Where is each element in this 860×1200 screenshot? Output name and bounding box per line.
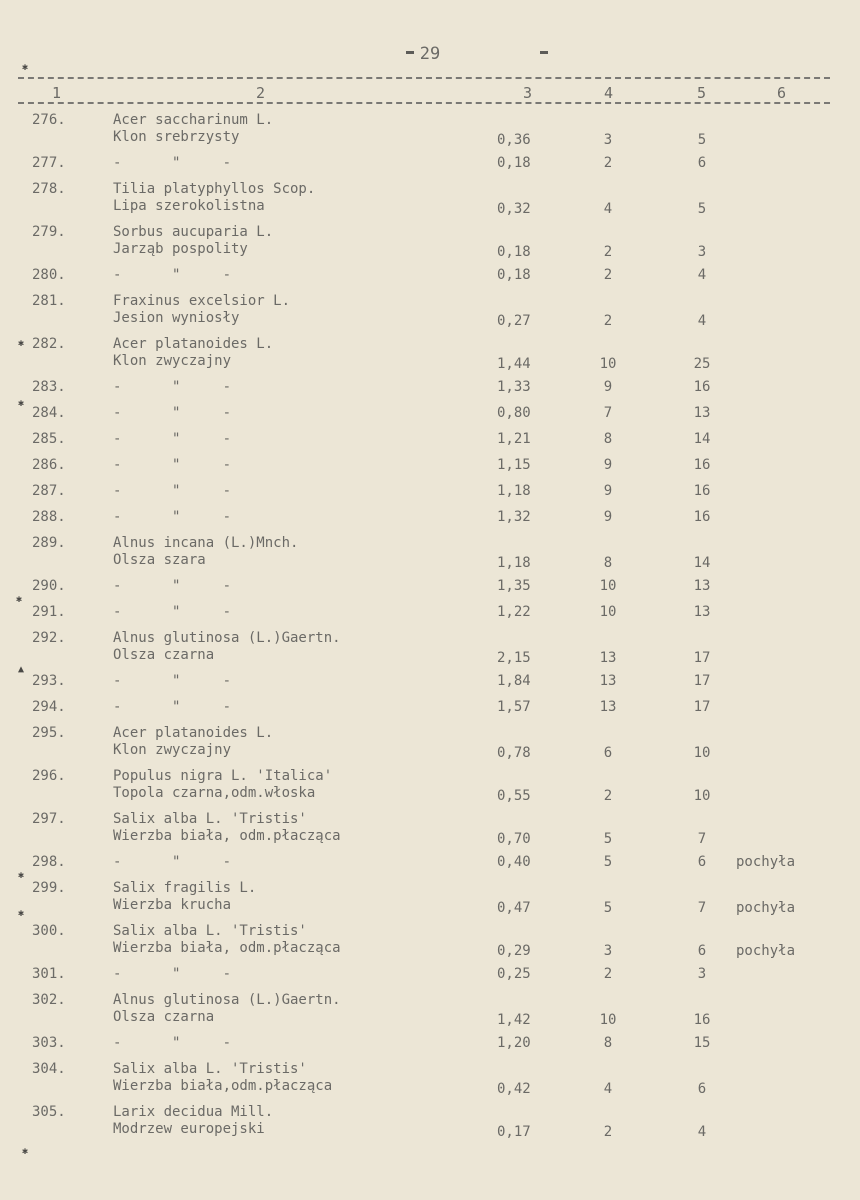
remark: pochyła	[736, 900, 796, 916]
species-latin: Alnus incana (L.)Mnch.	[113, 535, 299, 551]
value-col3: 0,18	[497, 244, 531, 260]
species-polish: Lipa szerokolistna	[113, 198, 265, 214]
value-col4: 2	[603, 966, 613, 982]
column-header-3: 3	[523, 84, 533, 102]
value-col5: 4	[697, 267, 707, 283]
species-latin: Alnus glutinosa (L.)Gaertn.	[113, 630, 341, 646]
species-latin: - " -	[113, 483, 232, 499]
species-latin: - " -	[113, 966, 232, 982]
species-name	[113, 483, 493, 500]
value-col3: 0,40	[497, 854, 531, 870]
value-col4: 10	[599, 578, 617, 594]
value-col4: 10	[599, 356, 617, 372]
value-col3: 0,70	[497, 831, 531, 847]
species-name	[113, 457, 493, 474]
species-latin: - " -	[113, 673, 232, 689]
row-number: 293.	[32, 673, 66, 689]
species-latin: Populus nigra L. 'Italica'	[113, 768, 333, 784]
value-col5: 13	[693, 604, 711, 620]
value-col4: 9	[603, 509, 613, 525]
species-latin: - " -	[113, 854, 232, 870]
species-name	[113, 405, 493, 422]
species-name	[113, 336, 493, 370]
value-col4: 5	[603, 831, 613, 847]
species-polish: Olsza czarna	[113, 1009, 215, 1025]
row-number: 280.	[32, 267, 66, 283]
species-latin: Sorbus aucuparia L.	[113, 224, 274, 240]
value-col3: 1,33	[497, 379, 531, 395]
value-col5: 14	[693, 555, 711, 571]
row-number: 287.	[32, 483, 66, 499]
value-col3: 1,35	[497, 578, 531, 594]
remark: pochyła	[736, 943, 796, 959]
value-col5: 16	[693, 379, 711, 395]
species-latin: - " -	[113, 578, 232, 594]
value-col3: 0,55	[497, 788, 531, 804]
value-col3: 1,18	[497, 483, 531, 499]
value-col5: 3	[697, 966, 707, 982]
row-number: 299.	[32, 880, 66, 896]
margin-mark: ✱	[22, 1146, 29, 1157]
value-col3: 0,47	[497, 900, 531, 916]
value-col5: 16	[693, 1012, 711, 1028]
value-col4: 2	[603, 788, 613, 804]
row-number: 296.	[32, 768, 66, 784]
species-polish: Jesion wyniosły	[113, 310, 240, 326]
species-latin: Salix alba L. 'Tristis'	[113, 923, 307, 939]
species-name	[113, 224, 493, 258]
species-polish: Wierzba krucha	[113, 897, 232, 913]
margin-mark: ✱	[18, 908, 25, 919]
species-latin: - " -	[113, 405, 232, 421]
value-col5: 17	[693, 673, 711, 689]
row-number: 300.	[32, 923, 66, 939]
row-number: 277.	[32, 155, 66, 171]
page-number-dash-right	[540, 51, 548, 54]
margin-mark: ✱	[22, 62, 29, 73]
value-col4: 9	[603, 457, 613, 473]
value-col3: 0,78	[497, 745, 531, 761]
value-col4: 8	[603, 431, 613, 447]
value-col5: 10	[693, 788, 711, 804]
margin-mark: ✱	[16, 594, 23, 605]
value-col5: 14	[693, 431, 711, 447]
value-col5: 16	[693, 483, 711, 499]
row-number: 282.	[32, 336, 66, 352]
row-number: 297.	[32, 811, 66, 827]
species-name	[113, 1035, 493, 1052]
row-number: 281.	[32, 293, 66, 309]
value-col5: 5	[697, 132, 707, 148]
value-col5: 7	[697, 831, 707, 847]
value-col3: 2,15	[497, 650, 531, 666]
column-header-6: 6	[777, 84, 787, 102]
value-col5: 13	[693, 578, 711, 594]
species-polish: Jarząb pospolity	[113, 241, 248, 257]
value-col3: 1,32	[497, 509, 531, 525]
row-number: 291.	[32, 604, 66, 620]
species-latin: Acer platanoides L.	[113, 725, 274, 741]
row-number: 278.	[32, 181, 66, 197]
species-latin: Alnus glutinosa (L.)Gaertn.	[113, 992, 341, 1008]
species-name	[113, 725, 493, 759]
species-latin: - " -	[113, 379, 232, 395]
species-latin: Salix alba L. 'Tristis'	[113, 1061, 307, 1077]
value-col5: 17	[693, 699, 711, 715]
value-col3: 0,80	[497, 405, 531, 421]
value-col3: 0,25	[497, 966, 531, 982]
species-name	[113, 854, 493, 871]
value-col4: 2	[603, 267, 613, 283]
value-col5: 4	[697, 1124, 707, 1140]
value-col4: 13	[599, 650, 617, 666]
species-latin: - " -	[113, 155, 232, 171]
species-latin: Salix alba L. 'Tristis'	[113, 811, 307, 827]
value-col3: 1,44	[497, 356, 531, 372]
row-number: 276.	[32, 112, 66, 128]
value-col4: 10	[599, 604, 617, 620]
value-col3: 0,27	[497, 313, 531, 329]
species-name	[113, 293, 493, 327]
species-name	[113, 673, 493, 690]
species-polish: Klon zwyczajny	[113, 742, 232, 758]
row-number: 294.	[32, 699, 66, 715]
row-number: 290.	[32, 578, 66, 594]
header-rule-top	[18, 77, 830, 79]
column-header-2: 2	[256, 84, 266, 102]
value-col3: 0,36	[497, 132, 531, 148]
species-name	[113, 379, 493, 396]
value-col5: 16	[693, 509, 711, 525]
species-name	[113, 578, 493, 595]
value-col3: 1,20	[497, 1035, 531, 1051]
species-name	[113, 923, 493, 957]
row-number: 283.	[32, 379, 66, 395]
species-name	[113, 880, 493, 914]
value-col4: 2	[603, 1124, 613, 1140]
species-polish: Klon srebrzysty	[113, 129, 240, 145]
value-col5: 6	[697, 1081, 707, 1097]
value-col4: 2	[603, 155, 613, 171]
value-col3: 0,18	[497, 267, 531, 283]
value-col3: 1,21	[497, 431, 531, 447]
value-col5: 6	[697, 943, 707, 959]
value-col4: 2	[603, 313, 613, 329]
row-number: 298.	[32, 854, 66, 870]
species-name	[113, 181, 493, 215]
species-name	[113, 966, 493, 983]
row-number: 292.	[32, 630, 66, 646]
row-number: 303.	[32, 1035, 66, 1051]
value-col5: 13	[693, 405, 711, 421]
value-col4: 6	[603, 745, 613, 761]
remark: pochyła	[736, 854, 796, 870]
species-latin: - " -	[113, 1035, 232, 1051]
margin-mark: ✱	[18, 338, 25, 349]
value-col3: 0,18	[497, 155, 531, 171]
species-latin: Salix fragilis L.	[113, 880, 257, 896]
species-latin: Fraxinus excelsior L.	[113, 293, 291, 309]
row-number: 305.	[32, 1104, 66, 1120]
species-name	[113, 630, 493, 664]
row-number: 302.	[32, 992, 66, 1008]
species-latin: - " -	[113, 699, 232, 715]
value-col3: 1,84	[497, 673, 531, 689]
species-name	[113, 1104, 493, 1138]
species-polish: Olsza czarna	[113, 647, 215, 663]
row-number: 288.	[32, 509, 66, 525]
value-col5: 16	[693, 457, 711, 473]
species-polish: Wierzba biała, odm.płacząca	[113, 828, 341, 844]
row-number: 304.	[32, 1061, 66, 1077]
species-name	[113, 992, 493, 1026]
column-header-1: 1	[52, 84, 62, 102]
value-col5: 7	[697, 900, 707, 916]
species-polish: Wierzba biała, odm.płacząca	[113, 940, 341, 956]
value-col4: 13	[599, 699, 617, 715]
species-latin: - " -	[113, 604, 232, 620]
species-name	[113, 535, 493, 569]
species-name	[113, 431, 493, 448]
species-name	[113, 509, 493, 526]
value-col4: 5	[603, 900, 613, 916]
value-col3: 0,17	[497, 1124, 531, 1140]
page-number: 29	[419, 44, 441, 64]
value-col4: 7	[603, 405, 613, 421]
value-col4: 4	[603, 1081, 613, 1097]
value-col5: 5	[697, 201, 707, 217]
margin-mark: ▲	[18, 664, 25, 675]
value-col5: 6	[697, 854, 707, 870]
species-latin: - " -	[113, 267, 232, 283]
species-latin: Acer saccharinum L.	[113, 112, 274, 128]
row-number: 301.	[32, 966, 66, 982]
species-latin: Larix decidua Mill.	[113, 1104, 274, 1120]
value-col4: 9	[603, 379, 613, 395]
row-number: 284.	[32, 405, 66, 421]
margin-mark: ✱	[18, 870, 25, 881]
species-name	[113, 811, 493, 845]
value-col5: 10	[693, 745, 711, 761]
row-number: 285.	[32, 431, 66, 447]
row-number: 289.	[32, 535, 66, 551]
value-col3: 0,29	[497, 943, 531, 959]
value-col3: 0,32	[497, 201, 531, 217]
value-col4: 10	[599, 1012, 617, 1028]
species-name	[113, 604, 493, 621]
species-polish: Klon zwyczajny	[113, 353, 232, 369]
column-header-5: 5	[697, 84, 707, 102]
row-number: 286.	[32, 457, 66, 473]
value-col3: 0,42	[497, 1081, 531, 1097]
species-polish: Topola czarna,odm.włoska	[113, 785, 316, 801]
species-latin: - " -	[113, 431, 232, 447]
value-col4: 3	[603, 132, 613, 148]
value-col3: 1,15	[497, 457, 531, 473]
species-name	[113, 112, 493, 146]
value-col4: 2	[603, 244, 613, 260]
value-col4: 5	[603, 854, 613, 870]
species-latin: Acer platanoides L.	[113, 336, 274, 352]
value-col5: 4	[697, 313, 707, 329]
row-number: 295.	[32, 725, 66, 741]
species-latin: - " -	[113, 457, 232, 473]
species-polish: Wierzba biała,odm.płacząca	[113, 1078, 333, 1094]
species-name	[113, 267, 493, 284]
species-name	[113, 768, 493, 802]
value-col5: 15	[693, 1035, 711, 1051]
column-header-4: 4	[604, 84, 614, 102]
species-name	[113, 155, 493, 172]
species-name	[113, 1061, 493, 1095]
species-latin: - " -	[113, 509, 232, 525]
header-rule-bottom	[18, 102, 830, 104]
value-col5: 25	[693, 356, 711, 372]
value-col4: 13	[599, 673, 617, 689]
value-col5: 3	[697, 244, 707, 260]
value-col4: 4	[603, 201, 613, 217]
value-col5: 6	[697, 155, 707, 171]
species-latin: Tilia platyphyllos Scop.	[113, 181, 316, 197]
species-polish: Olsza szara	[113, 552, 206, 568]
margin-mark: ✱	[18, 398, 25, 409]
row-number: 279.	[32, 224, 66, 240]
value-col4: 3	[603, 943, 613, 959]
value-col3: 1,42	[497, 1012, 531, 1028]
value-col4: 9	[603, 483, 613, 499]
value-col5: 17	[693, 650, 711, 666]
species-polish: Modrzew europejski	[113, 1121, 265, 1137]
value-col3: 1,22	[497, 604, 531, 620]
value-col3: 1,18	[497, 555, 531, 571]
value-col3: 1,57	[497, 699, 531, 715]
value-col4: 8	[603, 555, 613, 571]
value-col4: 8	[603, 1035, 613, 1051]
species-name	[113, 699, 493, 716]
